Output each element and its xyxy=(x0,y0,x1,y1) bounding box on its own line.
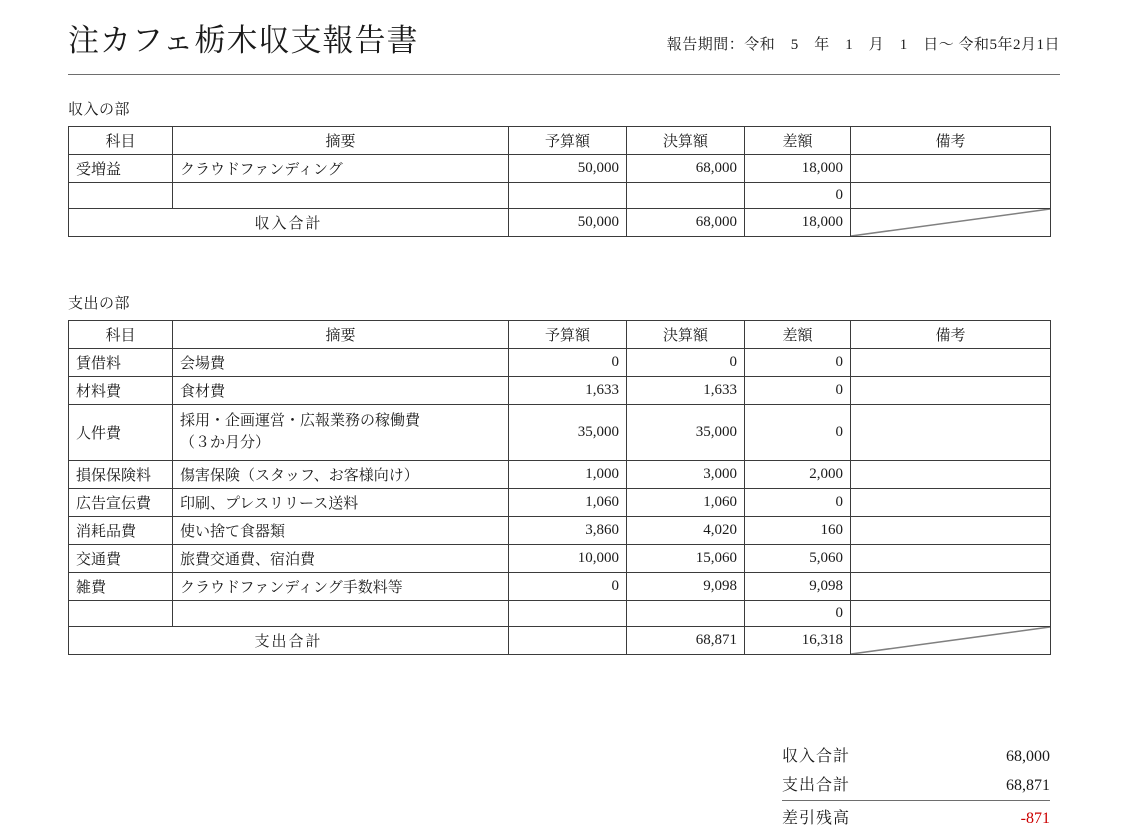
expense-row-0-actual: 0 xyxy=(627,349,745,377)
income-col-diff: 差額 xyxy=(745,127,851,155)
income-row-0-item: 受増益 xyxy=(69,155,173,183)
expense-total-note-struck xyxy=(851,627,1051,655)
summary-income-label: 収入合計 xyxy=(782,748,851,765)
expense-row-4-desc: 印刷、プレスリリース送料 xyxy=(173,489,509,517)
expense-row-7-desc: クラウドファンディング手数料等 xyxy=(173,573,509,601)
table-row xyxy=(69,461,1051,489)
income-row-1-budget xyxy=(509,183,627,209)
income-row-1-actual xyxy=(627,183,745,209)
income-total-label: 収入合計 xyxy=(69,209,509,237)
income-row-0-diff: 18,000 xyxy=(745,155,851,183)
expense-row-2-item: 人件費 xyxy=(69,405,173,461)
expense-row-5-actual: 4,020 xyxy=(627,517,745,545)
expense-row-4-diff: 0 xyxy=(745,489,851,517)
expense-row-7-diff: 9,098 xyxy=(745,573,851,601)
income-total-note-struck xyxy=(851,209,1051,237)
expense-row-1-note xyxy=(851,377,1051,405)
expense-row-3-item: 損保保険料 xyxy=(69,461,173,489)
expense-row-2-desc-line2: （３か月分） xyxy=(180,434,271,451)
summary-expense-value: 68,871 xyxy=(1006,777,1050,794)
expense-row-3-actual: 3,000 xyxy=(627,461,745,489)
table-row xyxy=(69,489,1051,517)
expense-row-8-actual xyxy=(627,601,745,627)
expense-row-2-diff: 0 xyxy=(745,405,851,461)
summary-expense-label: 支出合計 xyxy=(782,777,851,794)
document-header xyxy=(68,22,1060,59)
expense-row-2-note xyxy=(851,405,1051,461)
expense-row-2-actual: 35,000 xyxy=(627,405,745,461)
income-row-0-budget: 50,000 xyxy=(509,155,627,183)
expense-table xyxy=(68,320,1051,655)
summary-expense-row xyxy=(782,769,1050,798)
expense-row-6-budget: 10,000 xyxy=(509,545,627,573)
expense-row-4-actual: 1,060 xyxy=(627,489,745,517)
table-header-row xyxy=(69,127,1051,155)
income-row-0-actual: 68,000 xyxy=(627,155,745,183)
table-row xyxy=(69,183,1051,209)
income-row-0-desc: クラウドファンディング xyxy=(173,155,509,183)
income-row-0-note xyxy=(851,155,1051,183)
summary-balance-label: 差引残高 xyxy=(782,810,851,827)
table-row xyxy=(69,405,1051,461)
expense-row-0-desc: 会場費 xyxy=(173,349,509,377)
income-col-item: 科目 xyxy=(69,127,173,155)
expense-row-4-note xyxy=(851,489,1051,517)
income-row-1-note xyxy=(851,183,1051,209)
expense-row-5-desc: 使い捨て食器類 xyxy=(173,517,509,545)
expense-row-8-diff: 0 xyxy=(745,601,851,627)
expense-row-5-diff: 160 xyxy=(745,517,851,545)
table-header-row xyxy=(69,321,1051,349)
expense-row-4-budget: 1,060 xyxy=(509,489,627,517)
summary-balance-row xyxy=(782,800,1050,831)
header-divider xyxy=(68,74,1060,75)
income-col-actual: 決算額 xyxy=(627,127,745,155)
expense-row-6-diff: 5,060 xyxy=(745,545,851,573)
expense-row-1-item: 材料費 xyxy=(69,377,173,405)
income-col-note: 備考 xyxy=(851,127,1051,155)
income-total-actual: 68,000 xyxy=(627,209,745,237)
income-row-1-diff: 0 xyxy=(745,183,851,209)
table-row xyxy=(69,517,1051,545)
expense-row-0-note xyxy=(851,349,1051,377)
expense-row-0-budget: 0 xyxy=(509,349,627,377)
table-row xyxy=(69,349,1051,377)
income-total-diff: 18,000 xyxy=(745,209,851,237)
table-row xyxy=(69,545,1051,573)
expense-row-6-actual: 15,060 xyxy=(627,545,745,573)
expense-row-5-budget: 3,860 xyxy=(509,517,627,545)
table-row xyxy=(69,155,1051,183)
table-row xyxy=(69,601,1051,627)
expense-row-5-note xyxy=(851,517,1051,545)
expense-col-budget: 予算額 xyxy=(509,321,627,349)
expense-section-label: 支出の部 xyxy=(68,296,131,312)
page-title: 注カフェ栃木収支報告書 xyxy=(68,23,419,58)
expense-row-8-budget xyxy=(509,601,627,627)
expense-row-8-note xyxy=(851,601,1051,627)
expense-total-actual: 68,871 xyxy=(627,627,745,655)
expense-row-5-item: 消耗品費 xyxy=(69,517,173,545)
expense-row-0-diff: 0 xyxy=(745,349,851,377)
expense-row-8-item xyxy=(69,601,173,627)
table-row xyxy=(69,377,1051,405)
income-total-budget: 50,000 xyxy=(509,209,627,237)
expense-row-8-desc xyxy=(173,601,509,627)
summary-block xyxy=(782,740,1050,831)
expense-col-item: 科目 xyxy=(69,321,173,349)
summary-income-value: 68,000 xyxy=(1006,748,1050,765)
expense-row-1-actual: 1,633 xyxy=(627,377,745,405)
expense-row-1-desc: 食材費 xyxy=(173,377,509,405)
expense-row-3-desc: 傷害保険（スタッフ、お客様向け） xyxy=(173,461,509,489)
expense-row-1-budget: 1,633 xyxy=(509,377,627,405)
income-col-desc: 摘要 xyxy=(173,127,509,155)
report-period: 報告期間：令和 5 年 1 月 1 日〜 令和5年2月1日 xyxy=(666,37,1060,54)
expense-row-3-diff: 2,000 xyxy=(745,461,851,489)
income-row-1-item xyxy=(69,183,173,209)
expense-row-7-actual: 9,098 xyxy=(627,573,745,601)
expense-row-4-item: 広告宣伝費 xyxy=(69,489,173,517)
income-table xyxy=(68,126,1051,237)
expense-total-budget xyxy=(509,627,627,655)
expense-row-3-budget: 1,000 xyxy=(509,461,627,489)
expense-row-7-item: 雑費 xyxy=(69,573,173,601)
expense-row-0-item: 賃借料 xyxy=(69,349,173,377)
expense-col-note: 備考 xyxy=(851,321,1051,349)
expense-row-6-item: 交通費 xyxy=(69,545,173,573)
expense-col-desc: 摘要 xyxy=(173,321,509,349)
table-row xyxy=(69,573,1051,601)
summary-income-row xyxy=(782,740,1050,769)
expense-row-2-budget: 35,000 xyxy=(509,405,627,461)
expense-row-6-desc: 旅費交通費、宿泊費 xyxy=(173,545,509,573)
expense-total-row xyxy=(69,627,1051,655)
expense-row-7-budget: 0 xyxy=(509,573,627,601)
expense-row-3-note xyxy=(851,461,1051,489)
expense-total-diff: 16,318 xyxy=(745,627,851,655)
summary-balance-value: -871 xyxy=(1020,810,1050,827)
expense-row-7-note xyxy=(851,573,1051,601)
income-section-label: 収入の部 xyxy=(68,102,131,118)
expense-col-diff: 差額 xyxy=(745,321,851,349)
income-total-row xyxy=(69,209,1051,237)
expense-row-2-desc xyxy=(173,405,509,461)
income-row-1-desc xyxy=(173,183,509,209)
expense-row-2-desc-line1: 採用・企画運営・広報業務の稼働費 xyxy=(180,412,421,429)
expense-col-actual: 決算額 xyxy=(627,321,745,349)
expense-total-label: 支出合計 xyxy=(69,627,509,655)
income-col-budget: 予算額 xyxy=(509,127,627,155)
expense-row-1-diff: 0 xyxy=(745,377,851,405)
expense-row-6-note xyxy=(851,545,1051,573)
